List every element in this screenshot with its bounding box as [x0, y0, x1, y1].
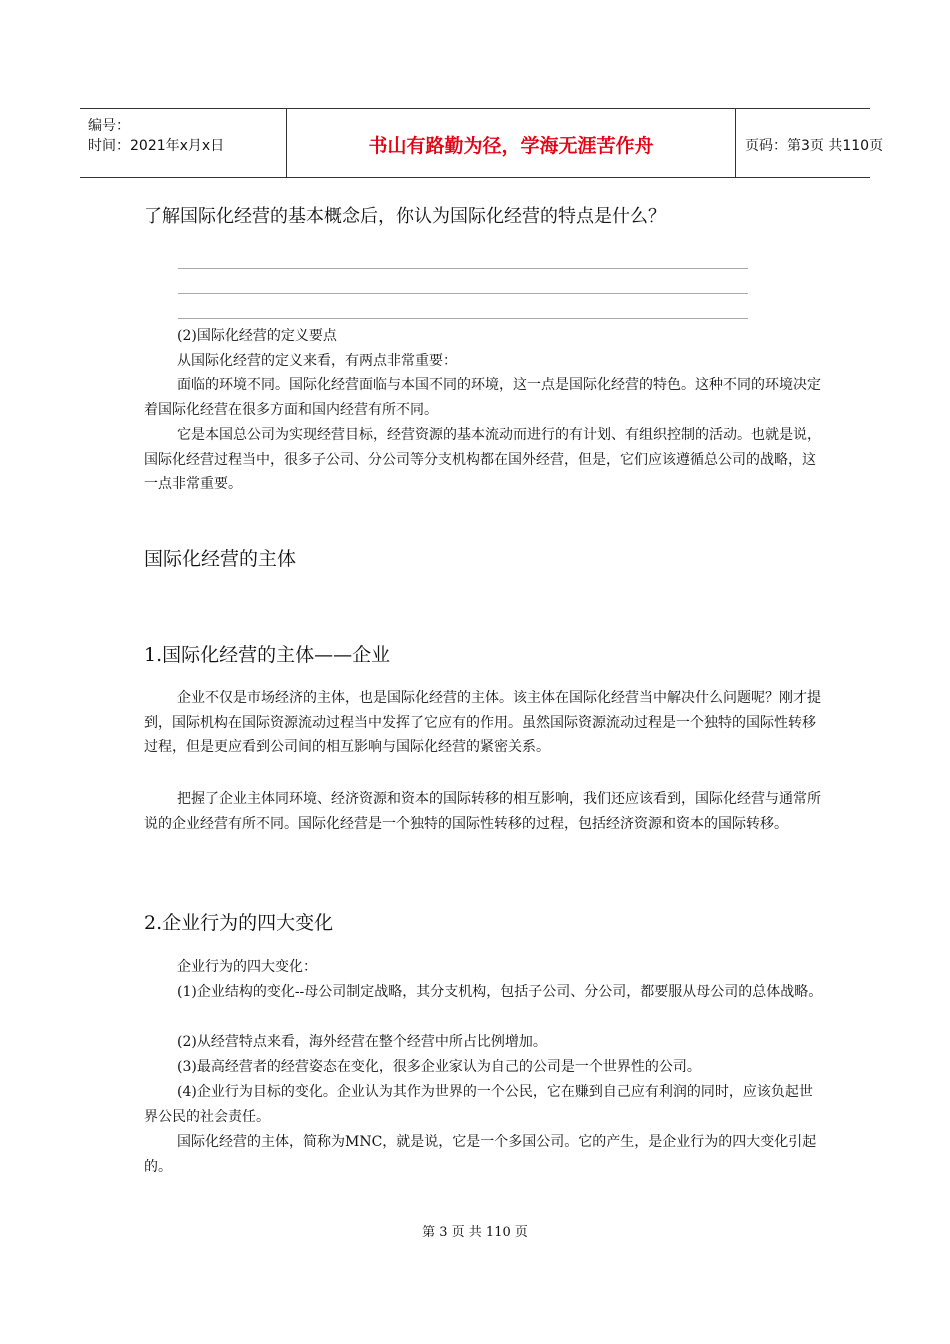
header-page-number: 页码：第3页 共110页 — [745, 138, 884, 154]
answer-line — [178, 268, 748, 269]
subsection-2-title: 2.企业行为的四大变化 — [144, 912, 334, 934]
subsection-1-title: 1.国际化经营的主体——企业 — [144, 644, 391, 666]
document-number-label: 编号： — [88, 118, 130, 134]
page-footer: 第 3 页 共 110 页 — [422, 1225, 528, 1240]
definition-point-2: 它是本国总公司为实现经营目标，经营资源的基本流动而进行的有计划、有组织控制的活动。也就是说，国际化经营过程当中，很多子公司、分公司等分支机构都在国外经营，但是，它们应该遵循总公司的战略，这一点非常重要。 — [144, 427, 821, 492]
definition-point-1: 面临的环境不同。国际化经营面临与本国不同的环境，这一点是国际化经营的特色。这种不同的环境决定着国际化经营在很多方面和国内经营有所不同。 — [144, 377, 821, 418]
definition-heading: (2)国际化经营的定义要点 — [177, 328, 337, 344]
header-meta-cell — [80, 109, 286, 177]
list-item: (2)从经营特点来看，海外经营在整个经营中所占比例增加。 — [177, 1034, 547, 1050]
document-date-label: 时间：2021年x月x日 — [88, 138, 225, 154]
answer-line — [178, 318, 748, 319]
subsection-1-paragraph: 把握了企业主体同环境、经济资源和资本的国际转移的相互影响，我们还应该看到，国际化经营与通常所说的企业经营有所不同。国际化经营是一个独特的国际性转移的过程，包括经济资源和资本的国际转移。 — [144, 791, 821, 832]
answer-line — [178, 293, 748, 294]
list-item: (4)企业行为目标的变化。企业认为其作为世界的一个公民，它在赚到自己应有利润的同时，应该负起世界公民的社会责任。 — [144, 1084, 813, 1125]
section-title: 国际化经营的主体 — [144, 548, 297, 570]
subsection-1-paragraph: 企业不仅是市场经济的主体，也是国际化经营的主体。该主体在国际化经营当中解决什么问题呢？刚才提到，国际机构在国际资源流动过程当中发挥了它应有的作用。虽然国际资源流动过程是一个独特的国际性转移过程，但是更应看到公司间的相互影响与国际化经营的紧密关系。 — [144, 690, 821, 755]
subsection-2-conclusion: 国际化经营的主体，简称为MNC，就是说，它是一个多国公司。它的产生，是企业行为的四大变化引起的。 — [144, 1134, 817, 1175]
header-motto-cell — [286, 109, 736, 177]
definition-intro: 从国际化经营的定义来看，有两点非常重要： — [177, 353, 457, 369]
question-text: 了解国际化经营的基本概念后，你认为国际化经营的特点是什么？ — [144, 206, 666, 227]
header-page-cell — [735, 109, 884, 177]
list-item: (1)企业结构的变化--母公司制定战略，其分支机构，包括子公司、分公司，都要服从母公司的总体战略。 — [177, 984, 823, 1000]
header-motto: 书山有路勤为径，学海无涯苦作舟 — [368, 135, 654, 157]
list-item: (3)最高经营者的经营姿态在变化，很多企业家认为自己的公司是一个世界性的公司。 — [177, 1059, 701, 1075]
page-header — [80, 108, 884, 178]
subsection-2-intro: 企业行为的四大变化： — [177, 959, 317, 975]
